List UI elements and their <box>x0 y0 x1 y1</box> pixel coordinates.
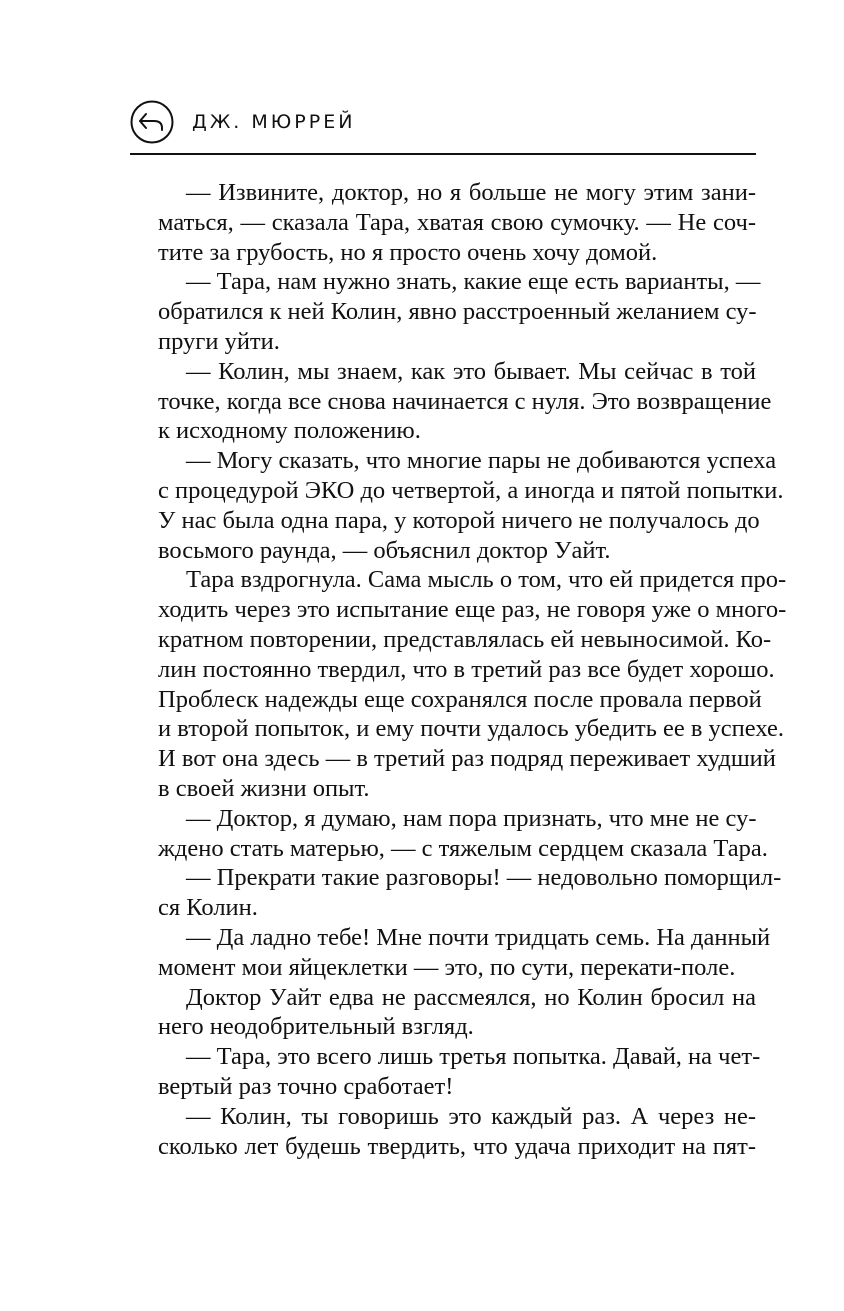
text-line: — Колин, мы знаем, как это бывает. Мы сейчас в той <box>186 357 756 385</box>
text-line: к исходному положению. <box>158 417 421 445</box>
text-line: Тара вздрогнула. Сама мысль о том, что ей придется про- <box>186 566 787 594</box>
text-line: с процедурой ЭКО до четвертой, а иногда и пятой попытки. <box>158 476 784 504</box>
text-line: ходить через это испытание еще раз, не говоря уже о много- <box>158 596 787 624</box>
text-line: кратном повторении, представлялась ей невыносимой. Ко- <box>158 625 772 653</box>
text-line: точке, когда все снова начинается с нуля. Это возвращение <box>158 387 772 415</box>
text-line: пруги уйти. <box>158 327 280 355</box>
paragraph <box>130 804 768 864</box>
text-line: — Тара, нам нужно знать, какие еще есть варианты, — <box>186 268 761 296</box>
back-arrow-icon[interactable] <box>130 100 174 144</box>
text-line: — Доктор, я думаю, нам пора признать, что мне не су- <box>186 804 757 832</box>
text-line: него неодобрительный взгляд. <box>158 1013 474 1041</box>
text-line: — Извините, доктор, но я больше не могу этим зани- <box>186 179 756 206</box>
text-line: сколько лет будешь твердить, что удача приходит на пят- <box>158 1132 756 1160</box>
paragraph <box>130 923 771 983</box>
text-line: — Тара, это всего лишь третья попытка. Давай, на чет- <box>186 1043 761 1071</box>
text-line: — Да ладно тебе! Мне почти тридцать семь. На данный <box>186 923 771 951</box>
text-line: момент мои яйцеклетки — это, по сути, перекати-поле. <box>158 953 736 981</box>
text-line: лин постоянно твердил, что в третий раз все будет хорошо. <box>158 655 775 683</box>
header-divider <box>130 153 756 155</box>
paragraph <box>130 446 784 565</box>
paragraph <box>130 565 787 803</box>
text-line: маться, — сказала Тара, хватая свою сумочку. — Не соч- <box>158 208 756 236</box>
paragraph <box>130 357 772 446</box>
text-line: — Колин, ты говоришь это каждый раз. А через не- <box>186 1102 756 1130</box>
text-line: восьмого раунда, — объяснил доктор Уайт. <box>158 536 611 564</box>
paragraph <box>130 178 756 267</box>
paragraph <box>130 863 782 923</box>
running-header <box>130 100 756 144</box>
author-name: ДЖ. МЮРРЕЙ <box>192 111 356 133</box>
text-line: тите за грубость, но я просто очень хочу домой. <box>158 238 658 266</box>
text-line: Доктор Уайт едва не рассмеялся, но Колин бросил на <box>186 983 756 1011</box>
text-line: У нас была одна пара, у которой ничего не получалось до <box>158 506 760 534</box>
text-line: вертый раз точно сработает! <box>158 1072 454 1100</box>
paragraph <box>130 983 756 1043</box>
text-line: ся Колин. <box>158 894 258 922</box>
text-line: и второй попыток, и ему почти удалось убедить ее в успехе. <box>158 715 784 743</box>
text-line: обратился к ней Колин, явно расстроенный желанием су- <box>158 298 757 326</box>
paragraph <box>130 267 761 356</box>
text-line: Проблеск надежды еще сохранялся после провала первой <box>158 685 762 713</box>
text-line: — Прекрати такие разговоры! — недовольно поморщил- <box>186 864 782 892</box>
page-body <box>130 178 787 1161</box>
text-line: И вот она здесь — в третий раз подряд переживает худший <box>158 745 776 773</box>
paragraph <box>130 1102 756 1162</box>
paragraph <box>130 1042 761 1102</box>
text-line: в своей жизни опыт. <box>158 774 370 802</box>
text-line: ждено стать матерью, — с тяжелым сердцем сказала Тара. <box>158 834 768 862</box>
text-line: — Могу сказать, что многие пары не добиваются успеха <box>186 447 777 475</box>
